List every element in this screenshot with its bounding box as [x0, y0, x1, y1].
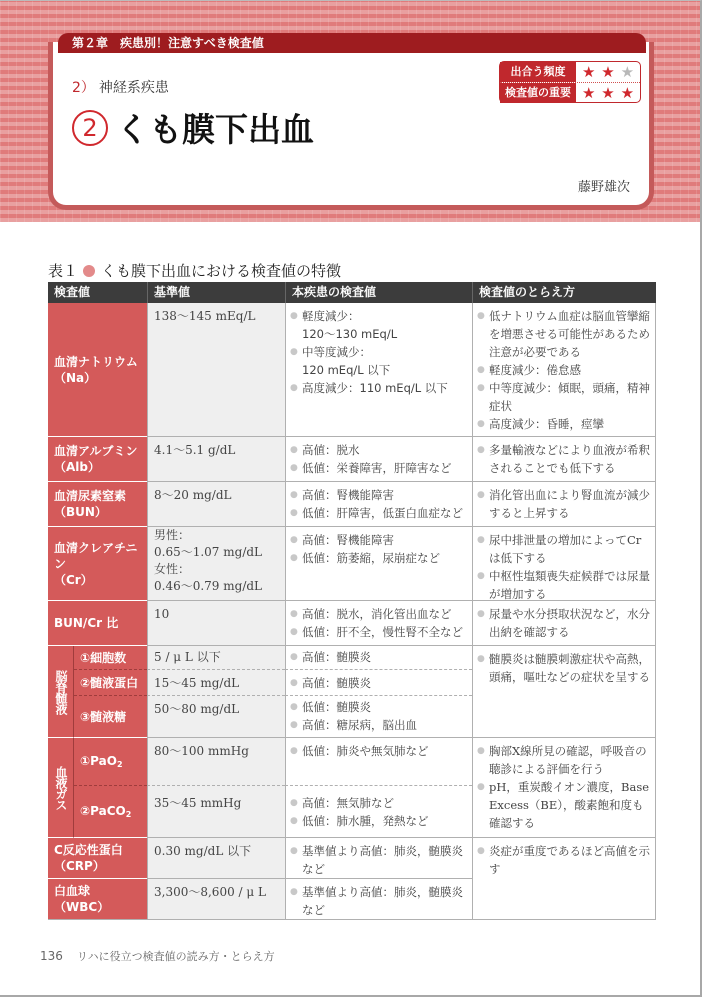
bullet-text: 高値：腎機能障害	[302, 533, 394, 547]
table-caption	[48, 260, 341, 281]
bullet-icon: ●	[477, 654, 485, 664]
bullet-icon: ●	[477, 846, 485, 856]
bullet-item	[477, 361, 651, 379]
ref-line: 0.30 mg/dL 以下	[154, 844, 252, 858]
bullet-icon: ●	[290, 609, 298, 619]
bullet-text: pH，重炭酸イオン濃度，Base Excess（BE），酸素飽和度も確認する	[489, 780, 650, 830]
bullet-icon: ●	[477, 445, 485, 455]
reference-value	[147, 527, 285, 601]
label-name: ②髄液蛋白	[80, 676, 139, 690]
reference-value	[147, 437, 285, 482]
title-number-circle: 2	[72, 110, 108, 146]
label-name: 血清尿素窒素	[54, 489, 127, 503]
bullet-icon: ●	[290, 463, 298, 473]
ref-text: 50〜80 mg/dL	[154, 702, 240, 716]
bullet-item	[290, 698, 468, 716]
lab-values-table	[48, 282, 656, 920]
bullet-icon: ●	[290, 746, 298, 756]
bullet-text: 中枢性塩類喪失症候群では尿量が増加する	[489, 569, 650, 601]
bullet-icon: ●	[290, 720, 298, 730]
label-name: BUN/Cr 比	[54, 616, 119, 630]
interpretation	[472, 646, 656, 738]
interpretation	[472, 437, 656, 482]
row-label	[48, 527, 147, 601]
ref-line: 0.46〜0.79 mg/dL	[154, 579, 263, 593]
subsection-heading	[72, 77, 169, 97]
bullet-item	[290, 842, 468, 878]
bullet-item	[290, 623, 468, 641]
bullet-item	[477, 650, 651, 686]
row-label	[48, 482, 147, 527]
ref-text: 15〜45 mg/dL	[154, 676, 240, 690]
page-title	[72, 104, 314, 151]
bullet-text: 高値：糖尿病，脳出血	[302, 718, 417, 732]
bullet-text: 尿中排泄量の増加によってCrは低下する	[489, 533, 642, 565]
group-name: 血液ガス	[54, 765, 68, 810]
label-abbr: （CRP）	[54, 859, 105, 873]
disease-values	[285, 482, 472, 527]
bullet-item	[477, 778, 651, 832]
subsection-number: 2）	[72, 80, 95, 96]
interpretation	[472, 482, 656, 527]
bullet-icon: ●	[290, 678, 298, 688]
bullet-item	[290, 812, 468, 830]
star-filled-icon: ★	[601, 84, 615, 102]
reference-value	[147, 879, 285, 920]
reference-value	[147, 601, 285, 646]
reference-value	[147, 786, 285, 838]
bullet-item	[477, 531, 651, 567]
chapter-title: 疾患別！注意すべき検査値	[120, 36, 264, 50]
group-label-csf	[48, 646, 74, 738]
row-label	[74, 696, 147, 738]
label-abbr: （Alb）	[54, 460, 100, 474]
disease-values	[285, 696, 472, 738]
bullet-item	[477, 307, 651, 361]
bullet-text: 低値：肺炎や無気肺など	[302, 744, 429, 758]
bullet-text: 高値：腎機能障害	[302, 488, 394, 502]
rating-box	[499, 61, 641, 118]
interpretation	[472, 601, 656, 646]
bullet-item	[290, 674, 468, 692]
bullet-text: 髄膜炎は髄膜刺激症状や高熱，頭痛，嘔吐などの症状を呈する	[489, 652, 650, 684]
interpretation	[472, 738, 656, 838]
table-number: 表１	[48, 262, 79, 280]
author: 藤野雄次	[577, 180, 630, 195]
bullet-item	[477, 441, 651, 477]
label-abbr: （BUN）	[54, 505, 107, 519]
caption-dot-icon	[83, 265, 95, 277]
bullet-item	[290, 794, 468, 812]
bullet-icon: ●	[477, 365, 485, 375]
bullet-item	[290, 531, 468, 549]
subscript: 2	[125, 810, 132, 819]
disease-values	[285, 670, 472, 696]
bullet-text: 中等度減少： 120 mEq/L 以下	[302, 345, 391, 377]
bullet-item	[477, 742, 651, 778]
bullet-text: 高値：髄膜炎	[302, 676, 371, 690]
group-label-blood-gas	[48, 738, 74, 838]
row-label	[48, 879, 147, 920]
disease-values	[285, 838, 472, 879]
bullet-icon: ●	[290, 816, 298, 826]
bullet-text: 高値：無気肺など	[302, 796, 394, 810]
rating-label: 出合う頻度	[500, 62, 576, 82]
bullet-icon: ●	[477, 571, 485, 581]
bullet-item	[290, 648, 468, 666]
bullet-text: 低ナトリウム血症は脳血管攣縮を増悪させる可能性があるため注意が必要である	[489, 309, 650, 359]
row-label	[48, 303, 147, 437]
page-footer	[40, 948, 275, 964]
disease-values	[285, 303, 472, 437]
ref-line: 10	[154, 607, 170, 621]
reference-value	[147, 482, 285, 527]
chapter-bar	[58, 33, 646, 53]
reference-value	[147, 838, 285, 879]
bullet-text: 尿量や水分摂取状況など，水分出納を確認する	[489, 607, 650, 639]
disease-values	[285, 786, 472, 838]
bullet-text: 低値：肺水腫，発熱など	[302, 814, 429, 828]
disease-values	[285, 879, 472, 920]
reference-value	[147, 738, 285, 786]
column-header: 検査値	[48, 282, 147, 303]
bullet-text: 低値：肝障害，低蛋白血症など	[302, 506, 463, 520]
rating-label: 検査値の重要性	[500, 83, 576, 103]
bullet-item	[477, 842, 651, 878]
label-abbr: （Cr）	[54, 572, 93, 587]
label-name: C反応性蛋白	[54, 843, 123, 857]
label-abbr: （WBC）	[54, 900, 110, 914]
bullet-icon: ●	[290, 702, 298, 712]
bullet-item	[290, 343, 468, 379]
bullet-item	[290, 716, 468, 734]
label-name	[80, 804, 131, 819]
ref-text: 80〜100 mmHg	[154, 744, 249, 758]
ref-line: 3,300〜8,600 / μ L	[154, 885, 266, 899]
column-header: 本疾患の検査値	[285, 282, 472, 303]
bullet-icon: ●	[290, 798, 298, 808]
bullet-icon: ●	[290, 445, 298, 455]
label-name: 血清ナトリウム	[54, 354, 138, 369]
bullet-text: 多量輸液などにより血液が希釈されることでも低下する	[489, 443, 650, 475]
subscript: 2	[116, 760, 123, 769]
bullet-text: 炎症が重度であるほど高値を示す	[489, 844, 650, 876]
row-label	[48, 838, 147, 879]
book-title: リハに役立つ検査値の読み方・とらえ方	[76, 950, 275, 963]
bullet-item	[477, 415, 651, 433]
ref-line: 8〜20 mg/dL	[154, 488, 232, 502]
interpretation	[472, 838, 656, 920]
bullet-icon: ●	[477, 383, 485, 393]
row-label	[74, 738, 147, 786]
bullet-icon: ●	[290, 347, 298, 357]
star-filled-icon: ★	[620, 84, 635, 102]
rating-importance	[500, 82, 640, 118]
disease-values	[285, 527, 472, 601]
subsection-title: 神経系疾患	[98, 80, 169, 96]
star-filled-icon: ★	[581, 84, 596, 102]
disease-values	[285, 738, 472, 786]
label-name: 血清アルブミン	[54, 444, 138, 458]
bullet-text: 高値：脱水	[302, 443, 360, 457]
ref-line: 4.1〜5.1 g/dL	[154, 443, 236, 457]
row-label	[48, 437, 147, 482]
bullet-icon: ●	[290, 846, 298, 856]
bullet-text: 胸部X線所見の確認，呼吸音の聴診による評価を行う	[489, 744, 647, 776]
bullet-icon: ●	[290, 627, 298, 637]
bullet-icon: ●	[290, 383, 298, 393]
bullet-item	[290, 307, 468, 343]
bullet-item	[477, 605, 651, 641]
disease-values	[285, 646, 472, 670]
star-rating	[576, 83, 640, 103]
bullet-text: 消化管出血により腎血流が減少すると上昇する	[489, 488, 650, 520]
bullet-item	[290, 549, 468, 567]
ref-text: 5 / μ L 以下	[154, 650, 221, 664]
ref-line: 0.65〜1.07 mg/dL	[154, 545, 263, 559]
label-text: ②PaCO	[80, 804, 126, 818]
bullet-item	[290, 742, 468, 760]
bullet-icon: ●	[290, 652, 298, 662]
bullet-text: 中等度減少：傾眠，頭痛，精神症状	[489, 381, 650, 413]
title-text: くも膜下出血	[116, 110, 314, 149]
star-empty-icon: ★	[620, 63, 635, 81]
row-label	[48, 601, 147, 646]
bullet-item	[477, 379, 651, 415]
column-header: 検査値のとらえ方	[472, 282, 656, 303]
column-header: 基準値	[147, 282, 285, 303]
bullet-icon: ●	[477, 609, 485, 619]
disease-values	[285, 437, 472, 482]
bullet-text: 高度減少：昏睡，痙攣	[489, 417, 604, 431]
ref-line: 女性：	[154, 562, 191, 576]
bullet-icon: ●	[477, 311, 485, 321]
ref-text: 35〜45 mmHg	[154, 796, 242, 810]
bullet-text: 低値：髄膜炎	[302, 700, 371, 714]
label-abbr: （Na）	[54, 370, 97, 385]
bullet-text: 高値：髄膜炎	[302, 650, 371, 664]
reference-value	[147, 696, 285, 738]
bullet-text: 基準値より高値：肺炎，髄膜炎など	[302, 885, 463, 917]
label-name: 血清クレアチニン	[54, 540, 138, 571]
group-name: 脳脊髄液	[54, 669, 68, 714]
label-name: 白血球	[54, 884, 91, 898]
disease-values	[285, 601, 472, 646]
page-number: 136	[40, 949, 63, 963]
bullet-item	[290, 379, 468, 397]
bullet-icon: ●	[290, 553, 298, 563]
bullet-icon: ●	[477, 782, 485, 792]
bullet-item	[290, 605, 468, 623]
bullet-item	[290, 459, 468, 477]
label-name: ③髄液糖	[80, 710, 127, 724]
interpretation	[472, 527, 656, 601]
bullet-text: 低値：筋萎縮，尿崩症など	[302, 551, 440, 565]
label-name: ①細胞数	[80, 651, 127, 665]
bullet-item	[290, 486, 468, 504]
row-label	[74, 646, 147, 670]
bullet-icon: ●	[290, 311, 298, 321]
star-filled-icon: ★	[581, 63, 596, 81]
bullet-icon: ●	[290, 508, 298, 518]
interpretation	[472, 303, 656, 437]
bullet-text: 軽度減少：倦怠感	[489, 363, 581, 377]
bullet-item	[477, 486, 651, 522]
bullet-text: 高値：脱水，消化管出血など	[302, 607, 452, 621]
bullet-text: 軽度減少： 120〜130 mEq/L	[302, 309, 398, 341]
row-label	[74, 786, 147, 838]
star-filled-icon: ★	[601, 63, 615, 81]
table-title: くも膜下出血における検査値の特徴	[101, 262, 342, 280]
bullet-icon: ●	[477, 535, 485, 545]
bullet-icon: ●	[477, 419, 485, 429]
bullet-item	[290, 441, 468, 459]
bullet-icon: ●	[290, 887, 298, 897]
label-text: ①PaO	[80, 754, 117, 768]
bullet-item	[290, 883, 468, 919]
label-name	[80, 754, 123, 769]
reference-value	[147, 646, 285, 670]
row-label	[74, 670, 147, 696]
rating-frequency	[500, 62, 640, 82]
bullet-item	[477, 567, 651, 603]
reference-value	[147, 670, 285, 696]
bullet-item	[290, 504, 468, 522]
ref-line: 男性：	[154, 528, 191, 542]
bullet-icon: ●	[477, 746, 485, 756]
bullet-text: 基準値より高値：肺炎，髄膜炎など	[302, 844, 463, 876]
bullet-icon: ●	[290, 535, 298, 545]
bullet-icon: ●	[290, 490, 298, 500]
star-rating	[576, 62, 640, 82]
bullet-text: 低値：栄養障害，肝障害など	[302, 461, 452, 475]
bullet-icon: ●	[477, 490, 485, 500]
reference-value	[147, 303, 285, 437]
ref-line: 138〜145 mEq/L	[154, 309, 256, 323]
chapter-number: 第２章	[72, 36, 109, 50]
bullet-text: 高度減少：110 mEq/L 以下	[302, 381, 448, 395]
bullet-text: 低値：肝不全，慢性腎不全など	[302, 625, 463, 639]
